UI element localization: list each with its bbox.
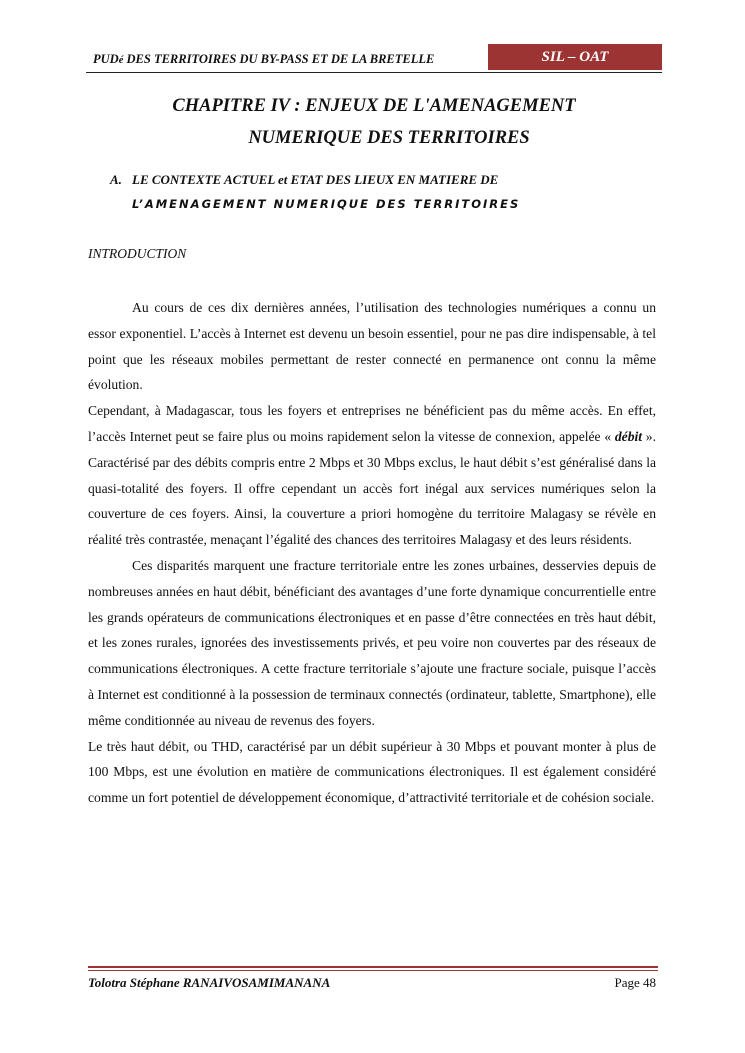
paragraph-4: Le très haut débit, ou THD, caractérisé par un débit supérieur à 30 Mbps et pouvant monter à plus de 100 Mbps, est une évolution en matière de communications électroniques. Il est également considéré comme un fort potentiel de développement économique, d’attractivité territoriale et de cohésion sociale. [88, 738, 656, 806]
chapter-title-line2: NUMERIQUE DES TERRITOIRES [248, 128, 530, 148]
footer-divider-thin [88, 970, 658, 971]
emphasis-debit: débit [614, 428, 643, 444]
body-text [88, 295, 656, 811]
page-number: Page 48 [614, 975, 656, 990]
footer-author: Tolotra Stéphane RANAIVOSAMIMANANA [88, 975, 331, 990]
header-title: DES TERRITOIRES DU BY-PASS ET DE LA BRETELLE [123, 52, 435, 66]
header-prefix-small: é [118, 55, 124, 66]
paragraph-2-end: ». Caractérisé par des débits compris entre 2 Mbps et 30 Mbps exclus, le haut débit s’est généralisé dans la quasi-totalité des foyers. Il offre cependant un accès fort inégal aux services numériques selon la couverture de ces foyers. Ainsi, la couverture a priori homogène du territoire Malagasy se révèle en réalité très contrastée, menaçant l’égalité des chances des territoires Malagasy et des leurs résidents. [88, 428, 657, 548]
intro-heading: INTRODUCTION [88, 246, 187, 261]
paragraph-2 [88, 398, 656, 553]
chapter-title [86, 90, 662, 154]
header-divider [86, 72, 662, 73]
chapter-title-line1: CHAPITRE IV : ENJEUX DE L'AMENAGEMENT [172, 96, 576, 116]
paragraph-2-start: Cependant, à Madagascar, tous les foyers et entreprises ne bénéficient pas du même accès. En effet, l’accès Internet peut se faire plus ou moins rapidement selon la vitesse de connexion, appelée « [88, 403, 656, 444]
paragraph-1: Au cours de ces dix dernières années, l’utilisation des technologies numériques a connu un essor exponentiel. L’accès à Internet est devenu un besoin essentiel, pour ne pas dire indispensable, à tel point que les réseaux mobiles permettant de rester connecté en permanence ont connu la même évolution. [88, 300, 656, 393]
footer-divider-thick [88, 966, 658, 968]
section-heading-line2: L’AMENAGEMENT NUMERIQUE DES TERRITOIRES [132, 197, 521, 211]
paragraph-3: Ces disparités marquent une fracture territoriale entre les zones urbaines, desservies depuis de nombreuses années en haut débit, bénéficiant des avantages d’une forte dynamique concurrentielle entre les grands opérateurs de communications électroniques et en passe d’être connectées en très haut débit, et les zones rurales, ignorées des investissements privés, et peu voire non couvertes par des réseaux de communications électroniques. A cette fracture territoriale s’ajoute une fracture sociale, puisque l’accès à Internet est conditionné à la possession de terminaux connectés (ordinateur, tablette, Smartphone), elle même conditionnée au niveau de revenus des foyers. [88, 557, 656, 728]
section-heading-line1: LE CONTEXTE ACTUEL et ETAT DES LIEUX EN MATIERE DE [132, 172, 499, 187]
header-prefix: PUD [93, 52, 119, 66]
section-heading [110, 168, 670, 216]
running-header [93, 52, 488, 67]
header-tag: SIL – OAT [488, 44, 662, 70]
section-letter: A. [110, 172, 122, 187]
